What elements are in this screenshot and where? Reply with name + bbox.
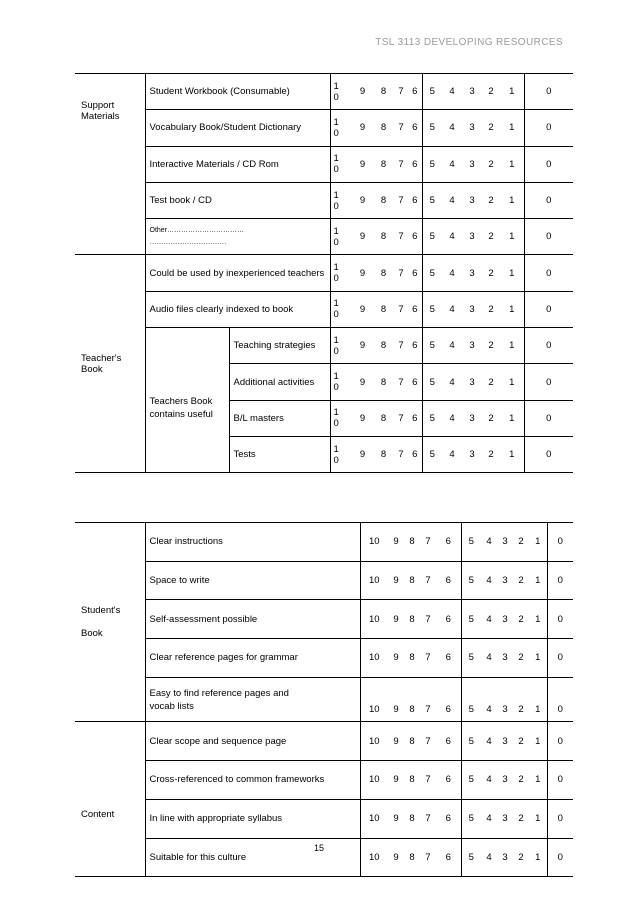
- score-digit: 1: [333, 80, 339, 92]
- score-3: 3: [462, 182, 482, 218]
- score-5: 5: [422, 110, 442, 146]
- score-2: 2: [482, 436, 500, 472]
- score-4: 4: [481, 639, 497, 678]
- table-row: [75, 722, 573, 761]
- section-label-content: Content: [75, 722, 145, 877]
- score-2: 2: [513, 523, 529, 562]
- criterion-label: [145, 219, 330, 255]
- score-0: 0: [547, 600, 573, 639]
- score-6: 6: [408, 110, 422, 146]
- score-10: [330, 74, 352, 110]
- score-0: 0: [547, 523, 573, 562]
- score-10: [330, 182, 352, 218]
- score-4: 4: [481, 799, 497, 838]
- score-digit: 0: [333, 418, 339, 430]
- score-digit: 1: [333, 407, 339, 419]
- score-2: 2: [482, 146, 500, 182]
- score-2: 2: [482, 364, 500, 400]
- score-3: 3: [462, 328, 482, 364]
- criterion-label: [145, 182, 330, 218]
- score-10: [330, 110, 352, 146]
- score-6: 6: [436, 639, 461, 678]
- score-7: 7: [394, 110, 408, 146]
- score-1: 1: [529, 639, 547, 678]
- score-1: 1: [500, 74, 524, 110]
- criterion-label: Cross-referenced to common frameworks: [145, 761, 360, 800]
- score-6: 6: [408, 436, 422, 472]
- score-2: 2: [482, 328, 500, 364]
- score-4: 4: [442, 110, 462, 146]
- page-header: TSL 3113 DEVELOPING RESOURCES: [375, 37, 563, 48]
- score-10: 10: [360, 761, 388, 800]
- score-5: 5: [422, 400, 442, 436]
- score-10: [330, 219, 352, 255]
- score-5: 5: [422, 255, 442, 291]
- score-1: 1: [529, 761, 547, 800]
- table-row: [75, 523, 573, 562]
- score-9: 9: [352, 110, 373, 146]
- score-0: 0: [547, 677, 573, 722]
- score-7: 7: [420, 838, 436, 877]
- score-0: 0: [524, 255, 573, 291]
- score-9: 9: [388, 722, 404, 761]
- criterion-label: [145, 291, 330, 327]
- score-digit: 0: [333, 454, 339, 466]
- score-7: 7: [394, 328, 408, 364]
- score-8: 8: [404, 523, 420, 562]
- score-7: 7: [420, 677, 436, 722]
- score-0: 0: [524, 219, 573, 255]
- score-1: 1: [529, 722, 547, 761]
- score-5: 5: [422, 328, 442, 364]
- score-10: [330, 436, 352, 472]
- sub-group-label: Teachers Book contains useful: [145, 328, 229, 473]
- score-1: 1: [500, 436, 524, 472]
- score-2: 2: [482, 182, 500, 218]
- score-6: 6: [408, 400, 422, 436]
- score-3: 3: [462, 74, 482, 110]
- score-7: 7: [420, 523, 436, 562]
- score-10: [330, 255, 352, 291]
- criterion-text: Could be used by inexperienced teachers: [149, 267, 325, 279]
- score-6: 6: [408, 255, 422, 291]
- table-row: [75, 74, 573, 110]
- score-5: 5: [422, 364, 442, 400]
- score-3: 3: [462, 255, 482, 291]
- score-10: 10: [360, 722, 388, 761]
- score-digit: 1: [333, 371, 339, 383]
- score-3: 3: [497, 677, 513, 722]
- score-8: 8: [373, 255, 394, 291]
- score-8: 8: [404, 761, 420, 800]
- criterion-label: Clear instructions: [145, 523, 360, 562]
- score-1: 1: [500, 400, 524, 436]
- score-9: 9: [388, 761, 404, 800]
- score-digit: 1: [333, 298, 339, 310]
- score-5: 5: [461, 677, 481, 722]
- score-10: [330, 364, 352, 400]
- score-4: 4: [481, 838, 497, 877]
- score-1: 1: [500, 291, 524, 327]
- score-4: 4: [481, 761, 497, 800]
- evaluation-table-1: [75, 73, 573, 473]
- score-6: 6: [408, 219, 422, 255]
- score-10: 10: [360, 600, 388, 639]
- score-2: 2: [513, 561, 529, 600]
- score-9: 9: [388, 799, 404, 838]
- score-0: 0: [524, 400, 573, 436]
- score-7: 7: [394, 74, 408, 110]
- score-5: 5: [461, 761, 481, 800]
- score-3: 3: [462, 110, 482, 146]
- criterion-label: Self-assessment possible: [145, 600, 360, 639]
- score-2: 2: [482, 400, 500, 436]
- criterion-label: Space to write: [145, 561, 360, 600]
- score-1: 1: [529, 523, 547, 562]
- evaluation-table-2: [75, 522, 573, 877]
- criterion-label: Clear reference pages for grammar: [145, 639, 360, 678]
- criterion-label: Easy to find reference pages and vocab lists: [145, 677, 360, 722]
- score-3: 3: [497, 722, 513, 761]
- sub-criterion-label: Tests: [229, 436, 330, 472]
- score-8: 8: [404, 561, 420, 600]
- score-5: 5: [461, 523, 481, 562]
- score-5: 5: [461, 838, 481, 877]
- score-7: 7: [394, 436, 408, 472]
- score-4: 4: [442, 400, 462, 436]
- table-row: [75, 677, 573, 722]
- score-4: 4: [442, 146, 462, 182]
- criterion-text: Interactive Materials / CD Rom: [149, 158, 279, 170]
- score-8: 8: [373, 74, 394, 110]
- score-8: 8: [373, 364, 394, 400]
- score-9: 9: [388, 677, 404, 722]
- score-4: 4: [481, 523, 497, 562]
- score-2: 2: [482, 255, 500, 291]
- section-label-line: Student's: [81, 605, 121, 617]
- score-3: 3: [462, 436, 482, 472]
- score-digit: 0: [333, 309, 339, 321]
- score-digit: 1: [333, 189, 339, 201]
- score-7: 7: [394, 255, 408, 291]
- criterion-label: [145, 74, 330, 110]
- score-4: 4: [442, 364, 462, 400]
- score-1: 1: [529, 677, 547, 722]
- score-0: 0: [524, 364, 573, 400]
- criterion-label: In line with appropriate syllabus: [145, 799, 360, 838]
- score-7: 7: [394, 219, 408, 255]
- score-4: 4: [442, 328, 462, 364]
- score-5: 5: [422, 436, 442, 472]
- score-digit: 0: [333, 164, 339, 176]
- score-6: 6: [436, 523, 461, 562]
- score-0: 0: [524, 110, 573, 146]
- score-7: 7: [394, 182, 408, 218]
- score-10: [330, 291, 352, 327]
- score-digit: 0: [333, 91, 339, 103]
- score-2: 2: [513, 639, 529, 678]
- table-row: [75, 600, 573, 639]
- score-9: 9: [388, 523, 404, 562]
- score-digit: 0: [333, 200, 339, 212]
- score-6: 6: [436, 561, 461, 600]
- score-8: 8: [373, 182, 394, 218]
- score-8: 8: [373, 146, 394, 182]
- score-digit: 0: [333, 127, 339, 139]
- score-8: 8: [404, 639, 420, 678]
- section-label-line: Book: [81, 628, 103, 640]
- score-3: 3: [497, 799, 513, 838]
- score-3: 3: [497, 523, 513, 562]
- score-4: 4: [442, 255, 462, 291]
- criterion-text: Audio files clearly indexed to book: [149, 303, 294, 315]
- score-6: 6: [436, 722, 461, 761]
- score-9: 9: [352, 328, 373, 364]
- score-3: 3: [462, 364, 482, 400]
- table-row: [75, 219, 573, 255]
- score-5: 5: [422, 291, 442, 327]
- score-8: 8: [373, 219, 394, 255]
- score-8: 8: [373, 436, 394, 472]
- score-9: 9: [352, 436, 373, 472]
- score-5: 5: [422, 74, 442, 110]
- score-3: 3: [497, 761, 513, 800]
- score-8: 8: [404, 722, 420, 761]
- score-9: 9: [352, 400, 373, 436]
- score-2: 2: [482, 74, 500, 110]
- score-10: 10: [360, 561, 388, 600]
- score-7: 7: [394, 400, 408, 436]
- criterion-label: Clear scope and sequence page: [145, 722, 360, 761]
- score-0: 0: [547, 639, 573, 678]
- score-digit: 0: [333, 382, 339, 394]
- score-1: 1: [500, 182, 524, 218]
- score-0: 0: [524, 74, 573, 110]
- score-7: 7: [394, 364, 408, 400]
- table-row: [75, 328, 573, 364]
- score-9: 9: [352, 364, 373, 400]
- score-7: 7: [420, 600, 436, 639]
- score-digit: 1: [333, 225, 339, 237]
- score-1: 1: [529, 799, 547, 838]
- score-8: 8: [373, 110, 394, 146]
- score-10: 10: [360, 838, 388, 877]
- score-10: 10: [360, 523, 388, 562]
- score-5: 5: [422, 219, 442, 255]
- score-0: 0: [547, 799, 573, 838]
- score-5: 5: [461, 561, 481, 600]
- criterion-label: Suitable for this culture: [145, 838, 360, 877]
- score-8: 8: [404, 838, 420, 877]
- table-row: [75, 639, 573, 678]
- score-6: 6: [436, 838, 461, 877]
- score-2: 2: [513, 799, 529, 838]
- score-digit: 0: [333, 345, 339, 357]
- sub-criterion-label: Teaching strategies: [229, 328, 330, 364]
- score-10: 10: [360, 677, 388, 722]
- score-9: 9: [388, 838, 404, 877]
- score-9: 9: [388, 561, 404, 600]
- table-row: [75, 182, 573, 218]
- criterion-label: [145, 110, 330, 146]
- score-8: 8: [373, 328, 394, 364]
- table-row: [75, 799, 573, 838]
- score-7: 7: [420, 639, 436, 678]
- score-digit: 1: [333, 334, 339, 346]
- score-6: 6: [408, 328, 422, 364]
- score-6: 6: [436, 677, 461, 722]
- score-1: 1: [529, 600, 547, 639]
- score-9: 9: [352, 146, 373, 182]
- sub-criterion-label: Additional activities: [229, 364, 330, 400]
- score-8: 8: [404, 600, 420, 639]
- criterion-label: [145, 255, 330, 291]
- score-10: [330, 146, 352, 182]
- score-0: 0: [524, 328, 573, 364]
- score-2: 2: [482, 219, 500, 255]
- table-row: [75, 761, 573, 800]
- score-8: 8: [373, 400, 394, 436]
- score-7: 7: [420, 722, 436, 761]
- score-7: 7: [420, 761, 436, 800]
- score-2: 2: [513, 838, 529, 877]
- score-6: 6: [408, 291, 422, 327]
- score-0: 0: [524, 146, 573, 182]
- page-number: 15: [313, 843, 324, 853]
- score-4: 4: [481, 722, 497, 761]
- score-3: 3: [497, 838, 513, 877]
- score-3: 3: [462, 219, 482, 255]
- score-1: 1: [500, 328, 524, 364]
- score-3: 3: [462, 291, 482, 327]
- score-1: 1: [500, 255, 524, 291]
- score-10: 10: [360, 639, 388, 678]
- criterion-text: Student Workbook (Consumable): [149, 86, 290, 98]
- score-2: 2: [482, 291, 500, 327]
- score-digit: 1: [333, 153, 339, 165]
- score-digit: 0: [333, 236, 339, 248]
- score-4: 4: [481, 561, 497, 600]
- score-digit: 1: [333, 262, 339, 274]
- score-8: 8: [373, 291, 394, 327]
- score-4: 4: [481, 600, 497, 639]
- score-7: 7: [394, 291, 408, 327]
- score-9: 9: [352, 255, 373, 291]
- section-label-support: Support Materials: [75, 74, 145, 255]
- score-4: 4: [442, 219, 462, 255]
- score-8: 8: [404, 677, 420, 722]
- score-4: 4: [442, 182, 462, 218]
- score-5: 5: [422, 182, 442, 218]
- score-1: 1: [500, 110, 524, 146]
- score-4: 4: [442, 436, 462, 472]
- score-9: 9: [352, 182, 373, 218]
- score-2: 2: [513, 722, 529, 761]
- score-1: 1: [529, 561, 547, 600]
- score-6: 6: [436, 761, 461, 800]
- score-1: 1: [500, 219, 524, 255]
- score-9: 9: [388, 639, 404, 678]
- score-0: 0: [547, 722, 573, 761]
- score-6: 6: [408, 74, 422, 110]
- score-5: 5: [461, 600, 481, 639]
- score-3: 3: [462, 146, 482, 182]
- score-10: [330, 328, 352, 364]
- score-3: 3: [497, 639, 513, 678]
- score-0: 0: [547, 838, 573, 877]
- score-4: 4: [442, 291, 462, 327]
- score-1: 1: [529, 838, 547, 877]
- score-6: 6: [408, 146, 422, 182]
- score-3: 3: [497, 600, 513, 639]
- score-10: 10: [360, 799, 388, 838]
- score-9: 9: [352, 219, 373, 255]
- score-9: 9: [388, 600, 404, 639]
- section-label-teacher: Teacher's Book: [75, 255, 145, 473]
- section-label-student: [75, 523, 145, 722]
- score-10: [330, 400, 352, 436]
- score-4: 4: [481, 677, 497, 722]
- score-0: 0: [524, 182, 573, 218]
- other-line: Other……………………………: [149, 226, 245, 234]
- score-0: 0: [547, 561, 573, 600]
- score-6: 6: [436, 799, 461, 838]
- score-8: 8: [404, 799, 420, 838]
- criterion-text: Test book / CD: [149, 195, 212, 207]
- score-9: 9: [352, 291, 373, 327]
- score-9: 9: [352, 74, 373, 110]
- score-5: 5: [461, 799, 481, 838]
- table-row: [75, 255, 573, 291]
- score-1: 1: [500, 146, 524, 182]
- criterion-text: Vocabulary Book/Student Dictionary: [149, 122, 302, 134]
- table-row: [75, 291, 573, 327]
- table-row: [75, 110, 573, 146]
- score-5: 5: [422, 146, 442, 182]
- score-7: 7: [420, 799, 436, 838]
- criterion-label: [145, 146, 330, 182]
- score-6: 6: [436, 600, 461, 639]
- score-digit: 1: [333, 443, 339, 455]
- score-6: 6: [408, 182, 422, 218]
- score-2: 2: [513, 761, 529, 800]
- score-3: 3: [462, 400, 482, 436]
- score-1: 1: [500, 364, 524, 400]
- table-row: [75, 146, 573, 182]
- score-7: 7: [420, 561, 436, 600]
- other-line-2: ……………………………: [149, 238, 227, 246]
- score-2: 2: [482, 110, 500, 146]
- score-3: 3: [497, 561, 513, 600]
- score-5: 5: [461, 639, 481, 678]
- score-6: 6: [408, 364, 422, 400]
- sub-criterion-label: B/L masters: [229, 400, 330, 436]
- score-5: 5: [461, 722, 481, 761]
- score-2: 2: [513, 600, 529, 639]
- score-digit: 1: [333, 116, 339, 128]
- table-row: [75, 561, 573, 600]
- score-7: 7: [394, 146, 408, 182]
- score-0: 0: [524, 436, 573, 472]
- score-0: 0: [524, 291, 573, 327]
- score-2: 2: [513, 677, 529, 722]
- score-0: 0: [547, 761, 573, 800]
- score-digit: 0: [333, 273, 339, 285]
- score-4: 4: [442, 74, 462, 110]
